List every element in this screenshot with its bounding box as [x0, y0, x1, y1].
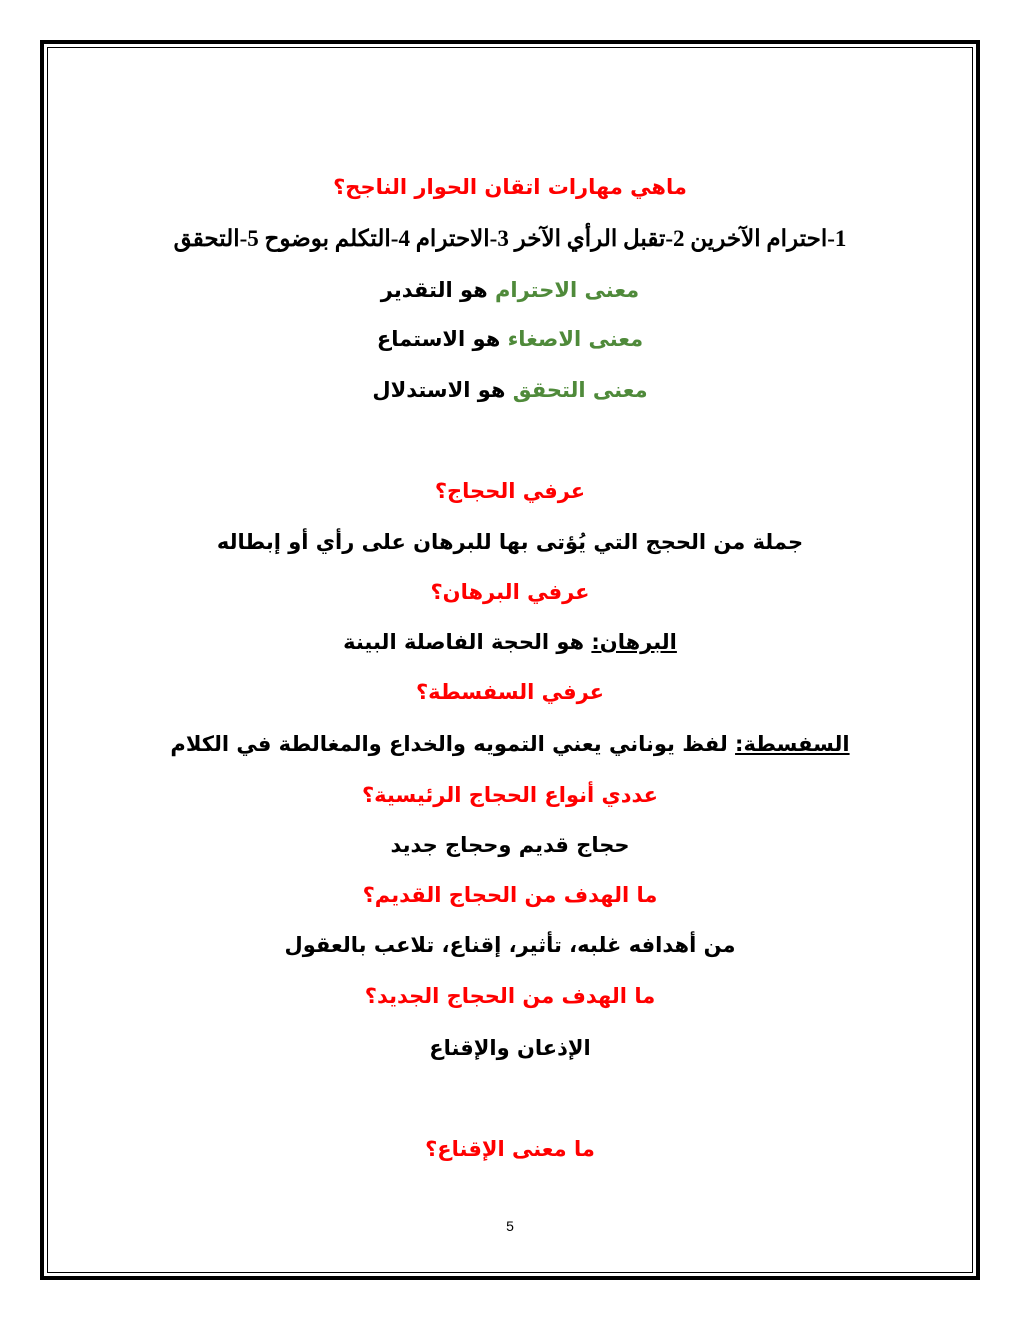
definition-respect-meaning: هو التقدير	[380, 278, 495, 302]
question-old-argument-goal: ما الهدف من الحجاج القديم؟	[362, 883, 658, 907]
definition-verification-term: معنى التحقق	[512, 378, 648, 402]
definition-respect	[60, 275, 960, 305]
answer-argument-types: حجاج قديم وحجاج جديد	[390, 833, 630, 857]
question-sophistry: عرفي السفسطة؟	[415, 680, 605, 704]
answer-sophistry-text: لفظ يوناني يعني التمويه والخداع والمغالطة في الكلام	[170, 732, 736, 756]
answer-old-argument-goal: من أهدافه غلبه، تأثير، إقناع، تلاعب بالعقول	[284, 933, 736, 957]
answer-sophistry-term: السفسطة:	[735, 732, 850, 756]
question-proof: عرفي البرهان؟	[430, 580, 590, 604]
definition-listening	[60, 324, 960, 354]
answer-proof	[60, 627, 960, 657]
answer-dialogue-skills: 1-احترام الآخرين 2-تقبل الرأي الآخر 3-الاحترام 4-التكلم بوضوح 5-التحقق	[173, 226, 847, 251]
question-argument-types: عددي أنواع الحجاج الرئيسية؟	[361, 783, 659, 807]
definition-listening-term: معنى الاصغاء	[507, 327, 644, 351]
question-new-argument-goal: ما الهدف من الحجاج الجديد؟	[364, 984, 656, 1008]
definition-verification	[60, 375, 960, 405]
definition-listening-meaning: هو الاستماع	[376, 327, 508, 351]
question-argumentation: عرفي الحجاج؟	[434, 479, 586, 503]
question-persuasion-meaning: ما معنى الإقناع؟	[425, 1137, 595, 1161]
definition-respect-term: معنى الاحترام	[495, 278, 640, 302]
answer-new-argument-goal: الإذعان والإقناع	[429, 1036, 591, 1060]
question-dialogue-skills: ماهي مهارات اتقان الحوار الناجح؟	[333, 175, 687, 199]
definition-verification-meaning: هو الاستدلال	[372, 378, 513, 402]
answer-argumentation: جملة من الحجج التي يُؤتى بها للبرهان على رأي أو إبطاله	[216, 530, 804, 554]
answer-sophistry	[60, 729, 960, 759]
answer-proof-term: البرهان:	[591, 630, 677, 654]
page-number: 5	[506, 1218, 514, 1234]
answer-proof-text: هو الحجة الفاصلة البينة	[343, 630, 592, 654]
